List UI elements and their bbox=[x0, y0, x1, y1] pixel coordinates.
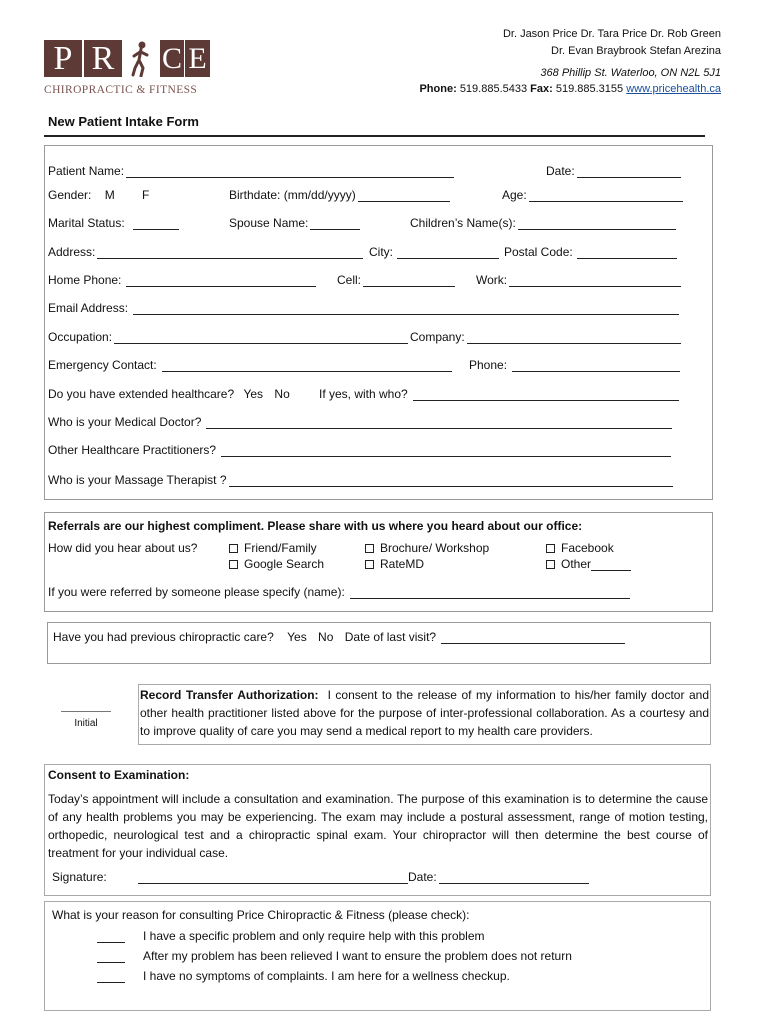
company-field[interactable]: Company: bbox=[410, 330, 681, 344]
reason-option-prevent-return[interactable]: After my problem has been relieved I want to ensure the problem does not return bbox=[97, 949, 572, 963]
other-line[interactable] bbox=[591, 558, 631, 571]
date-line[interactable] bbox=[577, 165, 681, 178]
date-field[interactable]: Date: bbox=[546, 164, 681, 178]
phone-label: Phone: bbox=[419, 83, 457, 95]
option-facebook[interactable]: Facebook bbox=[546, 541, 614, 555]
clinic-address: 368 Phillip St. Waterloo, ON N2L 5J1 bbox=[540, 67, 721, 79]
reason-question: What is your reason for consulting Price Chiropractic & Fitness (please check): bbox=[52, 908, 470, 922]
work-line[interactable] bbox=[509, 274, 681, 287]
home-phone-field[interactable]: Home Phone: bbox=[48, 273, 316, 287]
home-phone-line[interactable] bbox=[126, 274, 316, 287]
reason-option-specific-problem[interactable]: I have a specific problem and only require help with this problem bbox=[97, 929, 485, 943]
title-rule bbox=[44, 135, 705, 137]
option-friend-family[interactable]: Friend/Family bbox=[229, 541, 317, 555]
patient-name-line[interactable] bbox=[126, 165, 454, 178]
massage-therapist-line[interactable] bbox=[229, 474, 673, 487]
cell-line[interactable] bbox=[363, 274, 455, 287]
city-line[interactable] bbox=[397, 246, 499, 259]
record-transfer-text: Record Transfer Authorization: I consent to the release of my information to his/her family doctor and other health practitioner listed above for the purpose of inter-professional collaboration. As a courtesy and to improve quality of care you may send a medical report to my health care providers. bbox=[140, 688, 709, 738]
work-field[interactable]: Work: bbox=[476, 273, 681, 287]
emergency-contact-line[interactable] bbox=[162, 359, 452, 372]
healthcare-no-option[interactable]: No bbox=[274, 387, 290, 401]
birthdate-line[interactable] bbox=[358, 189, 450, 202]
spouse-name-field[interactable]: Spouse Name: bbox=[229, 216, 360, 230]
marital-line[interactable] bbox=[133, 217, 179, 230]
emergency-contact-field[interactable]: Emergency Contact: bbox=[48, 358, 452, 372]
form-title: New Patient Intake Form bbox=[48, 114, 199, 129]
cell-field[interactable]: Cell: bbox=[337, 273, 455, 287]
doctors-line-2: Dr. Evan Braybrook Stefan Arezina bbox=[551, 45, 721, 57]
website-link[interactable]: www.pricehealth.ca bbox=[626, 83, 721, 95]
children-names-field[interactable]: Children’s Name(s): bbox=[410, 216, 676, 230]
checkbox[interactable] bbox=[229, 544, 238, 553]
logo-letter-p: P bbox=[44, 40, 82, 77]
healthcare-provider-line[interactable] bbox=[413, 388, 679, 401]
logo-tagline: CHIROPRACTIC & FITNESS bbox=[44, 84, 198, 96]
spouse-line[interactable] bbox=[310, 217, 360, 230]
fax-label: Fax: bbox=[530, 83, 553, 95]
reason-check-line[interactable] bbox=[97, 930, 125, 943]
signature-line[interactable] bbox=[138, 871, 408, 884]
address-field[interactable]: Address: bbox=[48, 245, 363, 259]
logo-letter-r: R bbox=[84, 40, 122, 77]
emergency-phone-field[interactable]: Phone: bbox=[469, 358, 680, 372]
age-field[interactable]: Age: bbox=[502, 188, 683, 202]
last-visit-line[interactable] bbox=[441, 631, 625, 644]
option-ratemd[interactable]: RateMD bbox=[365, 557, 424, 571]
previous-care-field: Have you had previous chiropractic care? Yes No Date of last visit? bbox=[53, 630, 625, 644]
marital-status-field[interactable]: Marital Status: bbox=[48, 216, 179, 230]
option-google-search[interactable]: Google Search bbox=[229, 557, 324, 571]
healthcare-yes-option[interactable]: Yes bbox=[243, 387, 264, 401]
reason-check-line[interactable] bbox=[97, 950, 125, 963]
postal-code-field[interactable]: Postal Code: bbox=[504, 245, 677, 259]
email-field[interactable]: Email Address: bbox=[48, 301, 679, 315]
logo-letter-c: C bbox=[161, 42, 182, 75]
gender-field: Gender: M F bbox=[48, 188, 150, 202]
age-line[interactable] bbox=[529, 189, 683, 202]
option-brochure-workshop[interactable]: Brochure/ Workshop bbox=[365, 541, 489, 555]
doctors-line-1: Dr. Jason Price Dr. Tara Price Dr. Rob Green bbox=[502, 28, 721, 40]
referral-question: How did you hear about us? bbox=[48, 541, 198, 555]
checkbox[interactable] bbox=[365, 544, 374, 553]
gender-f-option[interactable]: F bbox=[142, 188, 150, 202]
fax-number: 519.885.3155 bbox=[555, 83, 624, 95]
logo-letter-e: E bbox=[185, 40, 210, 77]
signature-date-line[interactable] bbox=[439, 871, 589, 884]
occupation-field[interactable]: Occupation: bbox=[48, 330, 408, 344]
emergency-phone-line[interactable] bbox=[512, 359, 680, 372]
reason-option-wellness[interactable]: I have no symptoms of complaints. I am here for a wellness checkup. bbox=[97, 969, 510, 983]
healthcare-provider-field[interactable]: If yes, with who? bbox=[319, 387, 679, 401]
company-line[interactable] bbox=[467, 331, 681, 344]
birthdate-field[interactable]: Birthdate: (mm/dd/yyyy) bbox=[229, 188, 450, 202]
signature-field[interactable]: Date: bbox=[138, 870, 589, 884]
checkbox[interactable] bbox=[546, 544, 555, 553]
checkbox[interactable] bbox=[365, 560, 374, 569]
extended-healthcare-field: Do you have extended healthcare? Yes No bbox=[48, 387, 290, 401]
contact-line bbox=[419, 81, 721, 98]
signature-label: Signature: bbox=[52, 870, 107, 884]
other-practitioners-line[interactable] bbox=[221, 444, 671, 457]
medical-doctor-line[interactable] bbox=[206, 416, 672, 429]
referred-by-line[interactable] bbox=[350, 586, 630, 599]
consent-heading: Consent to Examination: bbox=[48, 768, 190, 782]
postal-line[interactable] bbox=[577, 246, 677, 259]
referrals-heading: Referrals are our highest compliment. Please share with us where you heard about our office: bbox=[48, 519, 583, 533]
occupation-line[interactable] bbox=[114, 331, 408, 344]
gender-m-option[interactable]: M bbox=[104, 188, 115, 202]
previous-care-no-option[interactable]: No bbox=[318, 630, 334, 644]
children-line[interactable] bbox=[518, 217, 676, 230]
last-visit-label: Date of last visit? bbox=[344, 630, 437, 644]
other-practitioners-field[interactable]: Other Healthcare Practitioners? bbox=[48, 443, 671, 457]
price-logo bbox=[44, 40, 210, 102]
patient-name-field[interactable]: Patient Name: bbox=[48, 164, 454, 178]
consent-text: Today’s appointment will include a consultation and examination. The purpose of this examination is to determine the cause of any health problems you may be experiencing. The exam may include a postural assessment, range of motion testing, orthopedic, neurological test and a chiropractic spinal exam. Your chiropractor will then determine the best course of treatment for your individual case. bbox=[48, 792, 708, 860]
phone-number: 519.885.5433 bbox=[459, 83, 528, 95]
checkbox[interactable] bbox=[546, 560, 555, 569]
initial-label: Initial bbox=[74, 718, 98, 729]
medical-doctor-field[interactable]: Who is your Medical Doctor? bbox=[48, 415, 672, 429]
option-other[interactable]: Other bbox=[546, 557, 631, 571]
referred-by-field[interactable]: If you were referred by someone please specify (name): bbox=[48, 585, 630, 599]
runner-figure-icon bbox=[124, 40, 158, 77]
record-transfer-heading: Record Transfer Authorization: bbox=[140, 688, 319, 702]
address-line[interactable] bbox=[97, 246, 363, 259]
massage-therapist-field[interactable]: Who is your Massage Therapist ? bbox=[48, 473, 673, 487]
email-line[interactable] bbox=[133, 302, 679, 315]
city-field[interactable]: City: bbox=[369, 245, 499, 259]
reason-check-line[interactable] bbox=[97, 970, 125, 983]
previous-care-yes-option[interactable]: Yes bbox=[287, 630, 307, 644]
checkbox[interactable] bbox=[229, 560, 238, 569]
initial-line[interactable] bbox=[61, 711, 111, 712]
